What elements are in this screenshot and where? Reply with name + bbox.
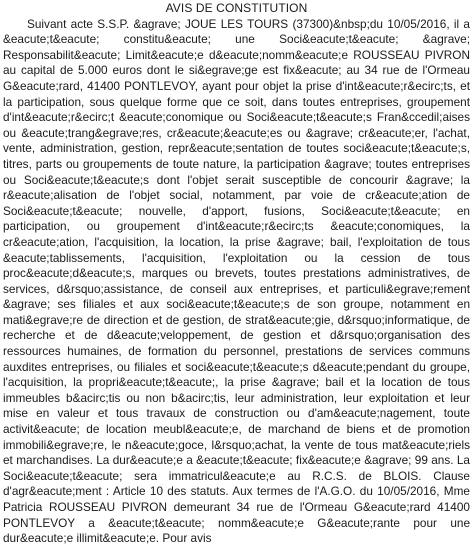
notice-body: Suivant acte S.S.P. &agrave; JOUE LES TOURS (37300)&nbsp;du 10/05/2016, il a &eacute;t&eacute; constitu&eacute; une Soci&eacute;t&eacute; &agrave; Responsabilit&eacute; Limit&eacute;e d&eacute;nomm&eacute;e ROUSSEAU PIVRON au capital de 5.000 euros dont le si&egrave;ge est fix&eacute; au 34 rue de l'Ormeau G&eacute;rard, 41400 PONTLEVOY, ayant pour objet la prise d'int&eacute;r&ecirc;ts, et la participation, sous quelque forme que ce soit, dans toutes entreprises, groupement d'int&eacute;r&ecirc;t &eacute;conomique ou Soci&eacute;t&eacute;s Fran&ccedil;aises ou &eacute;trang&egrave;res, cr&eacute;&eacute;es ou &agrave; cr&eacute;er, l'achat, vente, administration, gestion, repr&eacute;sentation de toutes soci&eacute;t&eacute;s, titres, parts ou groupements de toute nature, la participation &agrave; toutes entreprises ou Soci&eacute;t&eacute;s dont l'objet serait susceptible de concourir &agrave; la r&eacute;alisation de l'objet social, notamment, par voie de cr&eacute;ation de Soci&eacute;t&eacute; nouvelle, d'apport, fusions, Soci&eacute;t&eacute; en participation, ou groupement d'int&eacute;r&ecirc;ts &eacute;conomiques, la cr&eacute;ation, l'acquisition, la location, la prise &agrave; bail, l'exploitation de tous &eacute;tablissements, l'acquisition, l'exploitation ou la cession de tous proc&eacute;d&eacute;s, marques ou brevets, toutes prestations administratives, de services, d&rsquo;assistance, de conseil aux entreprises, et particuli&egrave;rement &agrave; ses filiales et aux soci&eacute;t&eacute;s de son groupe, notamment en mati&egrave;re de direction et de gestion, de strat&eacute;gie, d&rsquo;informatique, de recherche et de d&eacute;veloppement, de gestion et d&rsquo;organisation des ressources humaines, de formation du personnel, prestations de services communs auxdites entreprises, ou filiales et soci&eacute;t&eacute;s d&eacute;pendant du groupe, l'acquisition, la propri&eacute;t&eacute;, la prise &agrave; bail et la location de tous immeubles b&acirc;tis ou non b&acirc;tis, leur administration, leur exploitation et leur mise en valeur et tous travaux de construction ou d'am&eacute;nagement, toute activit&eacute; de location meubl&eacute;e, de marchand de biens et de promotion immobili&egrave;re, le n&eacute;goce, l&rsquo;achat, la vente de tous mat&eacute;riels et marchandises. La dur&eacute;e a &eacute;t&eacute; fix&eacute;e &agrave; 99 ans. La Soci&eacute;t&eacute; sera immatricul&eacute;e au R.C.S. de BLOIS. Clause d'agr&eacute;ment : Article 10 des statuts. Aux termes de l'A.G.O. du 10/05/2016, Mme Patricia ROUSSEAU PIVRON demeurant 34 rue de l'Ormeau G&eacute;rard 41400 PONTLEVOY a &eacute;t&eacute; nomm&eacute;e G&eacute;rante pour une dur&eacute;e illimit&eacute;e. Pour avis	[3, 16, 470, 546]
notice-title: AVIS DE CONSTITUTION	[165, 1, 308, 15]
legal-notice	[3, 1, 470, 546]
